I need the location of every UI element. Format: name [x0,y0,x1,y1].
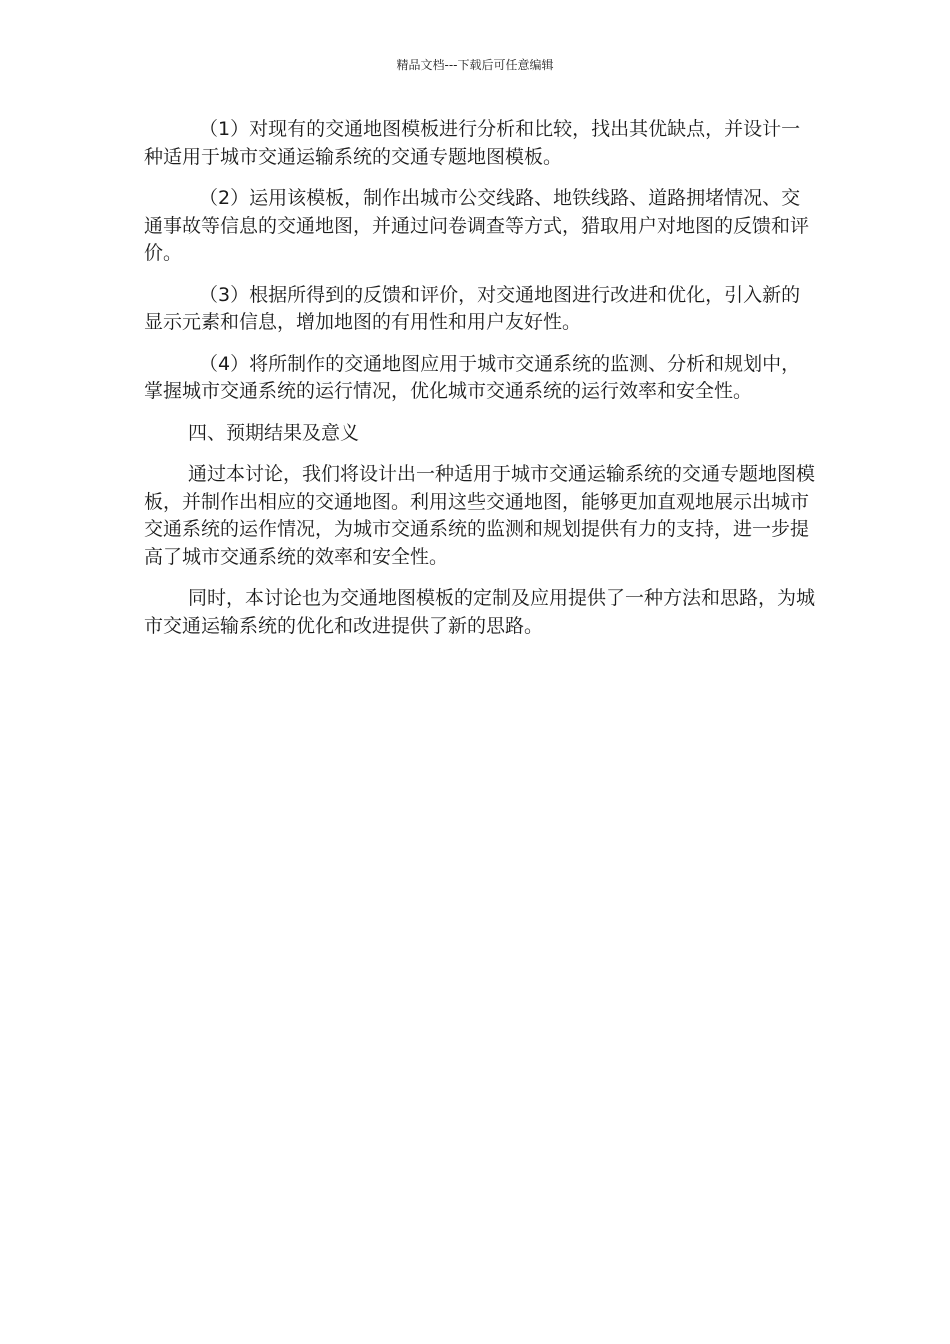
body-paragraph-2: 同时，本讨论也为交通地图模板的定制及应用提供了一种方法和思路，为城市交通运输系统的优化和改进提供了新的思路。 [144,587,816,637]
page-header: 精品文档---下载后可任意编辑 [396,58,554,72]
list-item-1: （1）对现有的交通地图模板进行分析和比较，找出其优缺点，并设计一种适用于城市交通运输系统的交通专题地图模板。 [144,118,801,168]
list-item-3: （3）根据所得到的反馈和评价，对交通地图进行改进和优化，引入新的显示元素和信息，增加地图的有用性和用户友好性。 [144,283,801,333]
list-item-2: （2）运用该模板，制作出城市公交线路、地铁线路、道路拥堵情况、交通事故等信息的交通地图，并通过问卷调查等方式，猎取用户对地图的反馈和评价。 [144,187,810,264]
section-heading: 四、预期结果及意义 [188,421,360,444]
body-paragraph-1: 通过本讨论，我们将设计出一种适用于城市交通运输系统的交通专题地图模板，并制作出相应的交通地图。利用这些交通地图，能够更加直观地展示出城市交通系统的运作情况，为城市交通系统的监测和规划提供有力的支持，进一步提高了城市交通系统的效率和安全性。 [144,463,816,568]
list-item-4: （4）将所制作的交通地图应用于城市交通系统的监测、分析和规划中，掌握城市交通系统的运行情况，优化城市交通系统的运行效率和安全性。 [144,352,801,402]
document-body [144,116,816,654]
